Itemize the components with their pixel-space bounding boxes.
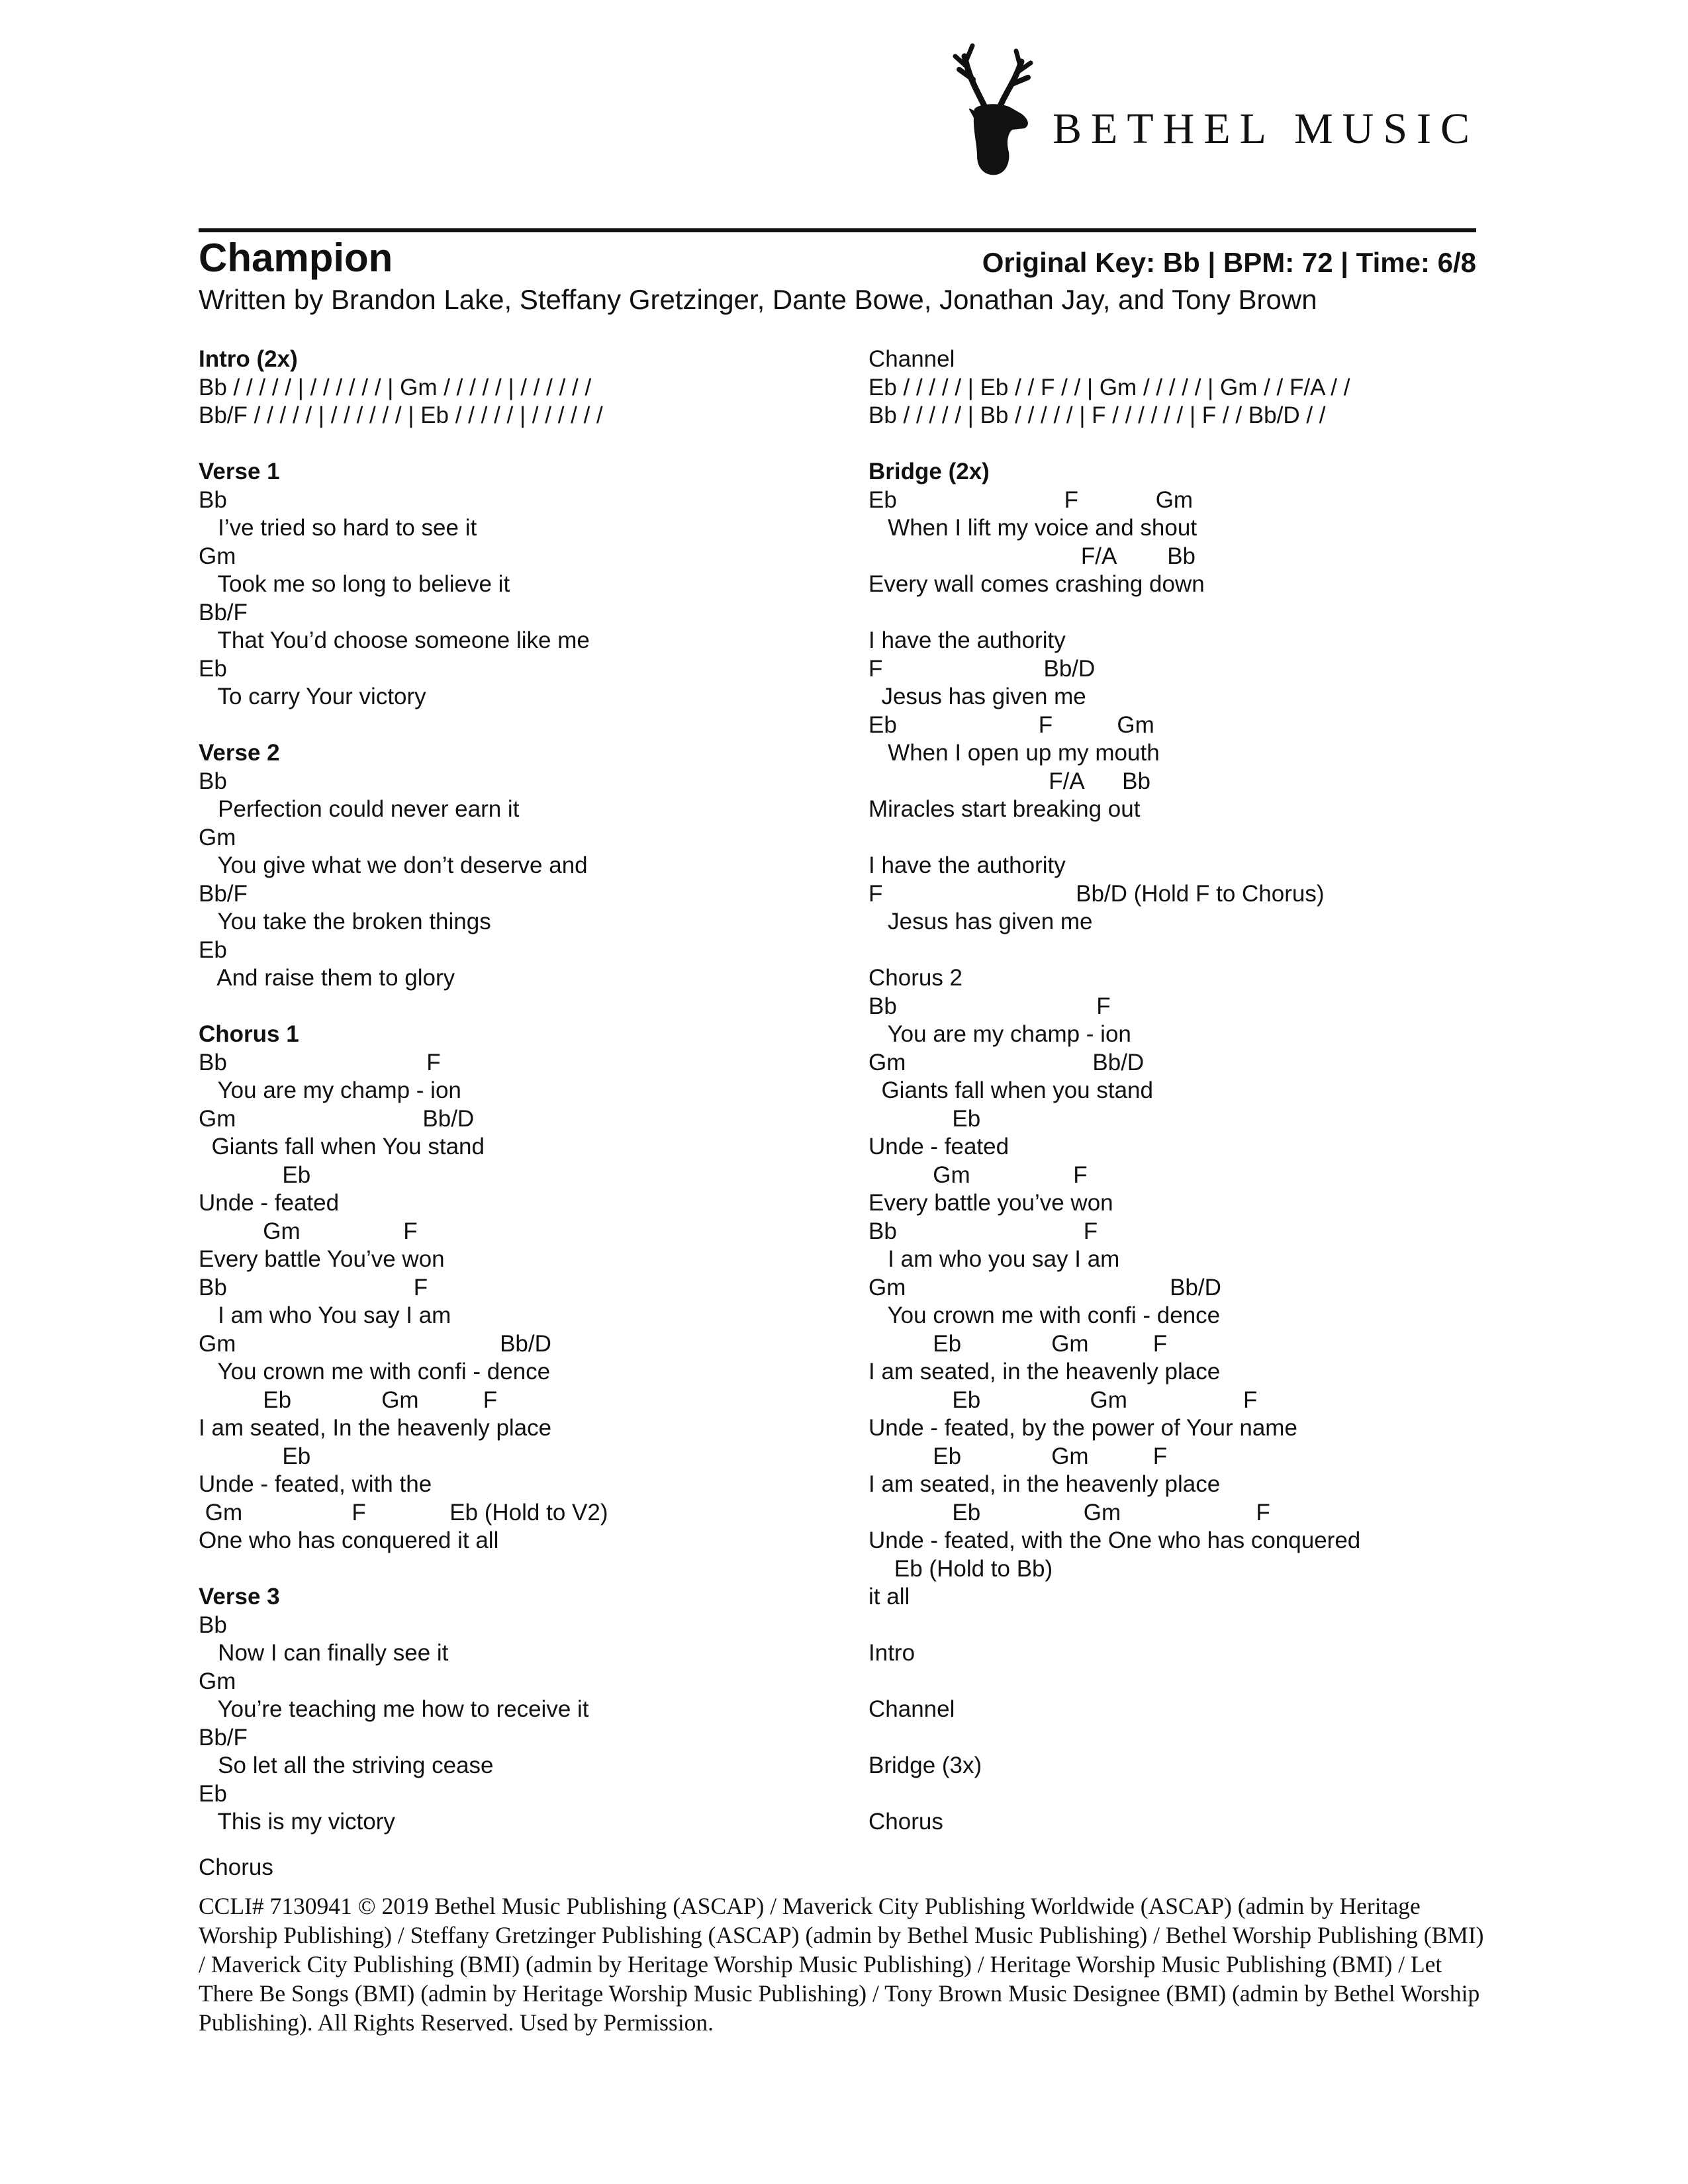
lyric-chord-line: Jesus has given me [868,684,1086,709]
lyric-chord-line: Every battle you’ve won [868,1190,1113,1216]
lyric-chord-line: You are my champ - ion [199,1077,461,1103]
lyric-chord-line: Eb Gm F [868,1387,1258,1413]
lyric-chord-line: Every battle You’ve won [199,1246,445,1272]
lyric-chord-line: You take the broken things [199,909,491,934]
header-rule [199,228,1476,232]
lyric-chord-line: Miracles start breaking out [868,796,1141,822]
section-label: Bridge (3x) [868,1752,982,1778]
blank-line [868,1612,1477,1640]
lyric-chord-line: I am seated, in the heavenly place [868,1471,1221,1497]
blank-line [199,1555,854,1584]
lyric-chord-line: Unde - feated, with the [199,1471,432,1497]
lyric-chord-line: This is my victory [199,1809,395,1835]
lyric-chord-line: Eb [199,1780,227,1807]
lyric-chord-line: it all [868,1584,910,1610]
section-heading: Verse 3 [199,1584,280,1610]
lyric-chord-line: Eb [199,1161,311,1188]
lyric-chord-line: Gm [199,1668,236,1694]
section-heading: Verse 1 [199,459,280,484]
lyric-chord-line: I am seated, in the heavenly place [868,1359,1221,1385]
lyric-chord-line: Bb F [868,1218,1098,1244]
lyric-chord-line: Unde - feated [868,1134,1009,1160]
blank-line [199,430,854,459]
lyric-chord-line: Bb/F [199,1724,248,1751]
blank-line [199,711,854,740]
song-title: Champion [199,236,393,280]
lyric-chord-line: Eb Gm F [868,1330,1168,1357]
lyric-chord-line: F/A Bb [868,768,1150,794]
lyric-chord-line: Eb [199,655,227,682]
lyric-chord-line: Gm F [868,1161,1088,1188]
section-heading: Bridge (2x) [868,459,990,484]
lyric-chord-line: Eb [199,1443,311,1469]
lyric-chord-line: That You’d choose someone like me [199,627,590,653]
lyric-chord-line: You’re teaching me how to receive it [199,1696,589,1722]
lyric-chord-line: Bb [199,1612,227,1638]
section-label: Chorus 2 [868,965,963,991]
blank-line [868,936,1477,965]
left-column [199,345,854,1837]
lyric-chord-line: Took me so long to believe it [199,571,510,597]
section-heading: Chorus 1 [199,1021,299,1047]
lyric-chord-line: I’ve tried so hard to see it [199,515,477,541]
lyric-chord-line: Gm F [199,1218,418,1244]
blank-line [868,430,1477,459]
lyric-chord-line: Bb/F [199,880,248,907]
blank-line [868,1668,1477,1696]
lyric-chord-line: Eb [868,1105,981,1132]
lyric-chord-line: Giants fall when You stand [199,1134,485,1160]
blank-line [199,993,854,1021]
lyric-chord-line: Gm Bb/D [199,1105,475,1132]
lyric-chord-line: I am who You say I am [199,1302,451,1328]
lyric-chord-line: Now I can finally see it [199,1640,449,1666]
lyric-chord-line: You are my champ - ion [868,1021,1131,1047]
lyric-chord-line: Gm F Eb (Hold to V2) [199,1499,608,1525]
lyric-chord-line: Eb (Hold to Bb) [868,1555,1053,1582]
song-writers: Written by Brandon Lake, Steffany Gretzinger, Dante Bowe, Jonathan Jay, and Tony Brown [199,284,1317,315]
blank-line [868,1780,1477,1809]
lyric-chord-line: Eb Gm F [868,1499,1270,1525]
lyric-chord-line: Perfection could never earn it [199,796,520,822]
lyric-chord-line: F Bb/D (Hold F to Chorus) [868,880,1325,907]
lyric-chord-line: Gm Bb/D [199,1330,551,1357]
lyric-chord-line: Bb F [199,1049,441,1075]
lyric-chord-line: Jesus has given me [868,909,1093,934]
lyric-chord-line: Gm Bb/D [868,1274,1221,1300]
lyric-chord-line: I have the authority [868,852,1066,878]
lyric-chord-line: When I lift my voice and shout [868,515,1197,541]
lyric-chord-line: Unde - feated, with the One who has conquered [868,1527,1361,1553]
lyric-chord-line: Every wall comes crashing down [868,571,1205,597]
lyric-chord-line: I have the authority [868,627,1066,653]
lyric-chord-line: So let all the striving cease [199,1752,494,1778]
right-column [868,345,1477,1837]
blank-line [868,824,1477,852]
lyric-chord-line: Eb F Gm [868,711,1154,738]
copyright-notice: CCLI# 7130941 © 2019 Bethel Music Publishing (ASCAP) / Maverick City Publishing Worldwide (ASCAP) (admin by Heritage Worship Publishing) / Steffany Gretzinger Publishing (ASCAP) (admin by Bethel Music Publishing) / Bethel Worship Publishing (BMI) / Maverick City Publishing (BMI) (admin by Heritage Worship Music Publishing) / Heritage Worship Music Publishing (BMI) / Let There Be Songs (BMI) (admin by Heritage Worship Music Publishing) / Tony Brown Music Designee (BMI) (admin by Bethel Worship Publishing). All Rights Reserved. Used by Permission. [199,1893,1484,2036]
lyric-chord-line: You give what we don’t deserve and [199,852,588,878]
lyric-chord-line: Gm [199,824,236,850]
lyric-chord-line: One who has conquered it all [199,1527,499,1553]
lyric-chord-line: You crown me with confi - dence [868,1302,1221,1328]
lyric-chord-line: Bb [199,486,227,513]
section-heading: Intro (2x) [199,346,298,372]
section-label: Intro [868,1640,915,1666]
lyric-chord-line: Eb Gm F [868,1443,1168,1469]
blank-line [868,599,1477,627]
lyric-chord-line: Bb / / / / / | / / / / / / | Gm / / / / / | / / / / / / [199,374,592,400]
brand-logo [943,43,1479,182]
lyric-chord-line: Giants fall when you stand [868,1077,1153,1103]
lyric-chord-line: Gm Bb/D [868,1049,1145,1075]
section-label: Channel [868,1696,955,1722]
song-meta: Original Key: Bb | BPM: 72 | Time: 6/8 [982,247,1476,278]
deer-head-icon [943,43,1043,175]
lyric-chord-line: Unde - feated [199,1190,340,1216]
lyric-chord-line: Bb/F / / / / / | / / / / / / | Eb / / / / / | / / / / / / [199,402,603,428]
lyric-chord-line: Eb / / / / / | Eb / / F / / | Gm / / / / / | Gm / / F/A / / [868,374,1350,400]
brand-name: BETHEL MUSIC [1053,105,1479,153]
lyric-chord-line: I am seated, In the heavenly place [199,1415,552,1441]
lyric-chord-line: To carry Your victory [199,684,426,709]
lyric-chord-line: When I open up my mouth [868,740,1160,766]
lyric-chord-line: Gm [199,543,236,569]
lyric-chord-line: Bb / / / / / | Bb / / / / / | F / / / / / / | F / / Bb/D / / [868,402,1326,428]
lyric-chord-line: I am who you say I am [868,1246,1120,1272]
lyric-chord-line: And raise them to glory [199,965,455,991]
blank-line [868,1724,1477,1752]
final-chorus-label: Chorus [199,1854,273,1880]
lyric-chord-line: Unde - feated, by the power of Your name [868,1415,1297,1441]
lyric-chord-line: Bb [199,768,227,794]
lyric-chord-line: Eb F Gm [868,486,1194,513]
lyric-chord-line: Bb F [199,1274,428,1300]
lyric-chord-line: Eb Gm F [199,1387,498,1413]
lyric-chord-line: F Bb/D [868,655,1096,682]
lyric-chord-line: Bb/F [199,599,248,625]
section-label: Channel [868,346,955,372]
lyric-chord-line: Eb [199,936,227,963]
section-heading: Verse 2 [199,740,280,766]
section-label: Chorus [868,1809,943,1835]
lyric-chord-line: You crown me with confi - dence [199,1359,551,1385]
lyric-chord-line: Bb F [868,993,1111,1019]
lyric-chord-line: F/A Bb [868,543,1196,569]
